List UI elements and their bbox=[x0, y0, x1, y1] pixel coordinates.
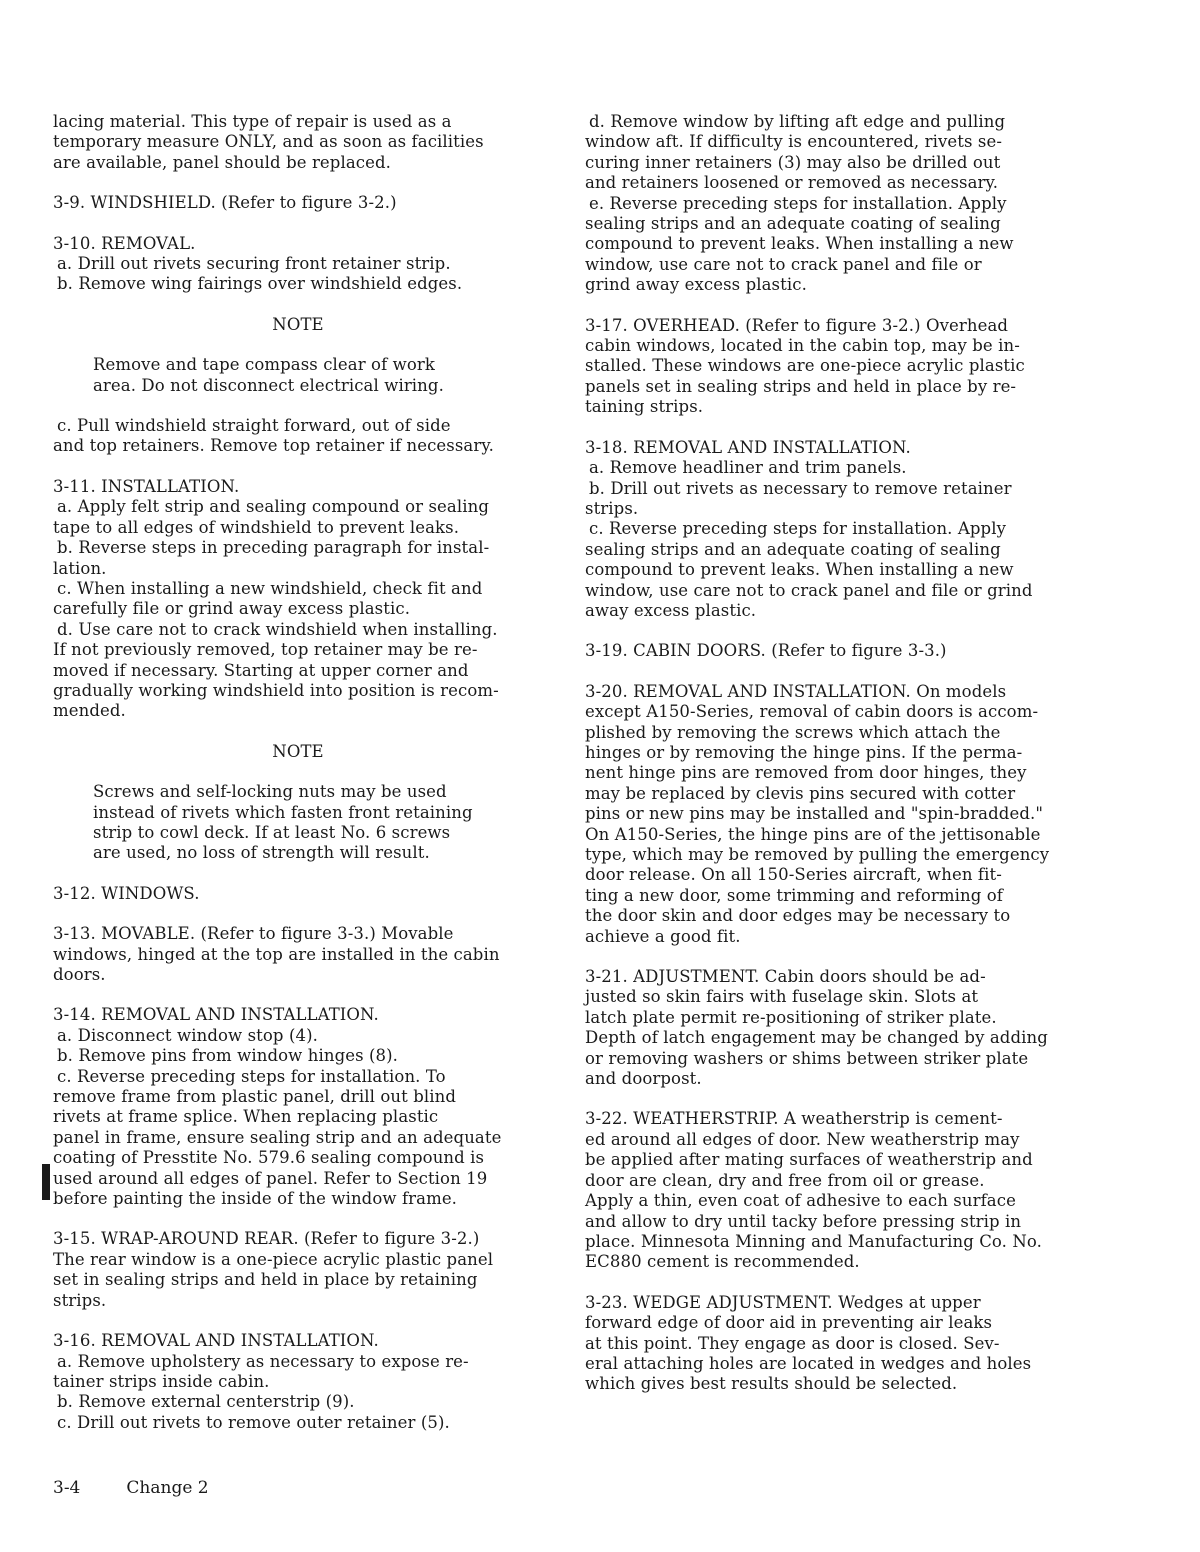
text-line: lation. bbox=[53, 558, 107, 578]
paragraph-gap bbox=[53, 904, 543, 924]
text-line: a. Remove headliner and trim panels. bbox=[589, 458, 907, 478]
text-line: moved if necessary. Starting at upper corner and bbox=[53, 660, 469, 680]
text-line: sealing strips and an adequate coating of sealing bbox=[585, 214, 1001, 234]
text-line: cabin windows, located in the cabin top, may be in- bbox=[585, 336, 1020, 356]
text-line: 3-13. MOVABLE. (Refer to figure 3-3.) Movable bbox=[53, 924, 454, 944]
text-line: compound to prevent leaks. When installing a new bbox=[585, 234, 1014, 254]
paragraph-gap bbox=[53, 335, 543, 355]
text-line: e. Reverse preceding steps for installation. Apply bbox=[589, 193, 1007, 213]
text-line: stalled. These windows are one-piece acrylic plastic bbox=[585, 356, 1025, 376]
text-line: sealing strips and an adequate coating of sealing bbox=[585, 539, 1001, 559]
note-text-line: Remove and tape compass clear of work bbox=[93, 355, 435, 375]
text-line: or removing washers or shims between striker plate bbox=[585, 1048, 1029, 1068]
text-line: 3-15. WRAP-AROUND REAR. (Refer to figure 3-2.) bbox=[53, 1229, 480, 1249]
text-line: latch plate permit re-positioning of striker plate. bbox=[585, 1007, 997, 1027]
paragraph-gap bbox=[585, 947, 1080, 967]
text-line: window, use care not to crack panel and file or grind bbox=[585, 580, 1033, 600]
text-line: rivets at frame splice. When replacing plastic bbox=[53, 1107, 439, 1127]
text-line: b. Drill out rivets as necessary to remove retainer bbox=[589, 478, 1012, 498]
text-line: type, which may be removed by pulling the emergency bbox=[585, 845, 1050, 864]
text-line: 3-18. REMOVAL AND INSTALLATION. bbox=[585, 437, 911, 457]
text-line: strips. bbox=[585, 498, 639, 518]
text-line: b. Remove wing fairings over windshield edges. bbox=[57, 274, 463, 294]
revision-change-bar bbox=[42, 1164, 50, 1200]
paragraph-gap bbox=[53, 173, 543, 193]
paragraph-gap bbox=[585, 662, 1080, 682]
text-line: nent hinge pins are removed from door hinges, they bbox=[585, 763, 1027, 783]
text-line: EC880 cement is recommended. bbox=[585, 1252, 860, 1272]
text-line: strips. bbox=[53, 1290, 107, 1310]
text-line: windows, hinged at the top are installed in the cabin bbox=[53, 944, 500, 964]
text-line: panels set in sealing strips and held in place by re- bbox=[585, 376, 1017, 396]
text-line: a. Remove upholstery as necessary to expose re- bbox=[57, 1351, 469, 1371]
text-line: 3-16. REMOVAL AND INSTALLATION. bbox=[53, 1331, 379, 1351]
text-line: grind away excess plastic. bbox=[585, 275, 807, 295]
paragraph-gap bbox=[585, 621, 1080, 641]
note-text-line: instead of rivets which fasten front retaining bbox=[93, 802, 473, 822]
text-line: Apply a thin, even coat of adhesive to each surface bbox=[585, 1191, 1016, 1211]
text-line: gradually working windshield into position is recom- bbox=[53, 680, 499, 700]
text-line: the door skin and door edges may be necessary to bbox=[585, 906, 1011, 926]
text-line: d. Use care not to crack windshield when installing. bbox=[57, 619, 498, 639]
text-line: justed so skin fairs with fuselage skin. Slots at bbox=[585, 987, 979, 1007]
text-line: mended. bbox=[53, 701, 126, 721]
text-line: The rear window is a one-piece acrylic plastic panel bbox=[53, 1249, 494, 1269]
text-line: 3-21. ADJUSTMENT. Cabin doors should be ad- bbox=[585, 967, 986, 987]
paragraph-gap bbox=[585, 418, 1080, 438]
paragraph-gap bbox=[53, 722, 543, 742]
text-line: ed around all edges of door. New weatherstrip may bbox=[585, 1129, 1020, 1149]
paragraph-gap bbox=[53, 1311, 543, 1331]
text-line: 3-9. WINDSHIELD. (Refer to figure 3-2.) bbox=[53, 193, 397, 213]
text-line: coating of Presstite No. 579.6 sealing compound is bbox=[53, 1148, 485, 1168]
text-line: tainer strips inside cabin. bbox=[53, 1371, 270, 1391]
text-line: and allow to dry until tacky before pressing strip in bbox=[585, 1211, 1022, 1231]
text-line: may be replaced by clevis pins secured with cotter bbox=[585, 783, 1016, 803]
text-line: If not previously removed, top retainer may be re- bbox=[53, 640, 478, 660]
text-line: plished by removing the screws which attach the bbox=[585, 722, 1001, 742]
text-line: taining strips. bbox=[585, 397, 704, 417]
text-line: place. Minnesota Minning and Manufacturing Co. No. bbox=[585, 1231, 1042, 1251]
text-line: b. Remove external centerstrip (9). bbox=[57, 1392, 355, 1412]
text-line: curing inner retainers (3) may also be drilled out bbox=[585, 152, 1001, 172]
change-label: Change 2 bbox=[126, 1478, 209, 1498]
text-line: tape to all edges of windshield to prevent leaks. bbox=[53, 517, 460, 537]
text-line: at this point. They engage as door is closed. Sev- bbox=[585, 1333, 1000, 1353]
text-line: panel in frame, ensure sealing strip and an adequate bbox=[53, 1127, 502, 1147]
paragraph-gap bbox=[53, 762, 543, 782]
text-line: which gives best results should be selected. bbox=[585, 1374, 958, 1394]
text-line: carefully file or grind away excess plastic. bbox=[53, 599, 411, 619]
text-line: b. Remove pins from window hinges (8). bbox=[57, 1046, 399, 1066]
text-line: achieve a good fit. bbox=[585, 926, 741, 946]
text-line: a. Disconnect window stop (4). bbox=[57, 1025, 318, 1045]
text-line: hinges or by removing the hinge pins. If the perma- bbox=[585, 742, 1023, 762]
text-line: window, use care not to crack panel and file or bbox=[585, 254, 982, 274]
paragraph-gap bbox=[585, 1089, 1080, 1109]
text-line: doors. bbox=[53, 965, 106, 984]
text-line: 3-11. INSTALLATION. bbox=[53, 476, 240, 496]
text-line: be applied after mating surfaces of weatherstrip and bbox=[585, 1150, 1033, 1170]
text-line: c. Reverse preceding steps for installation. Apply bbox=[589, 519, 1007, 539]
text-line: eral attaching holes are located in wedges and holes bbox=[585, 1353, 1032, 1373]
note-heading: NOTE bbox=[272, 314, 324, 334]
note-text-line: are used, no loss of strength will result. bbox=[93, 843, 430, 863]
paragraph-gap bbox=[53, 1209, 543, 1229]
text-line: remove frame from plastic panel, drill out blind bbox=[53, 1087, 457, 1107]
text-line: and retainers loosened or removed as necessary. bbox=[585, 173, 999, 193]
text-line: compound to prevent leaks. When installing a new bbox=[585, 560, 1014, 580]
text-line: temporary measure ONLY, and as soon as facilities bbox=[53, 132, 484, 152]
note-heading: NOTE bbox=[272, 741, 324, 761]
text-line: a. Drill out rivets securing front retainer strip. bbox=[57, 254, 451, 274]
text-line: 3-12. WINDOWS. bbox=[53, 883, 200, 903]
text-line: 3-10. REMOVAL. bbox=[53, 233, 196, 253]
text-line: 3-20. REMOVAL AND INSTALLATION. On models bbox=[585, 681, 1007, 701]
text-line: lacing material. This type of repair is used as a bbox=[53, 112, 452, 131]
paragraph-gap bbox=[585, 296, 1080, 316]
text-line: Depth of latch engagement may be changed by adding bbox=[585, 1028, 1048, 1048]
paragraph-gap bbox=[585, 1273, 1080, 1293]
page-footer bbox=[53, 1477, 209, 1499]
paragraph-gap bbox=[53, 457, 543, 477]
left-text-column bbox=[53, 112, 543, 1433]
text-line: c. Pull windshield straight forward, out of side bbox=[57, 416, 451, 436]
right-text-column bbox=[585, 112, 1080, 1395]
text-line: 3-14. REMOVAL AND INSTALLATION. bbox=[53, 1005, 379, 1025]
text-line: set in sealing strips and held in place by retaining bbox=[53, 1270, 478, 1290]
text-line: pins or new pins may be installed and "spin-bradded." bbox=[585, 804, 1044, 824]
text-line: c. Reverse preceding steps for installation. To bbox=[57, 1066, 446, 1086]
note-text-line: area. Do not disconnect electrical wiring. bbox=[93, 375, 444, 395]
text-line: and doorpost. bbox=[585, 1069, 702, 1089]
text-line: ting a new door, some trimming and reforming of bbox=[585, 885, 1003, 905]
text-line: a. Apply felt strip and sealing compound or sealing bbox=[57, 497, 489, 517]
text-line: are available, panel should be replaced. bbox=[53, 152, 391, 172]
text-line: b. Reverse steps in preceding paragraph for instal- bbox=[57, 538, 490, 558]
text-line: c. When installing a new windshield, check fit and bbox=[57, 578, 483, 598]
page-number: 3-4 bbox=[53, 1478, 81, 1498]
text-line: before painting the inside of the window frame. bbox=[53, 1189, 458, 1209]
text-line: door release. On all 150-Series aircraft, when fit- bbox=[585, 865, 1002, 885]
text-line: except A150-Series, removal of cabin doors is accom- bbox=[585, 702, 1039, 722]
text-line: 3-17. OVERHEAD. (Refer to figure 3-2.) Overhead bbox=[585, 315, 1009, 335]
paragraph-gap bbox=[53, 214, 543, 234]
note-text-line: strip to cowl deck. If at least No. 6 screws bbox=[93, 822, 451, 842]
text-line: and top retainers. Remove top retainer if necessary. bbox=[53, 436, 494, 456]
text-line: On A150-Series, the hinge pins are of the jettisonable bbox=[585, 824, 1041, 844]
paragraph-gap bbox=[53, 864, 543, 884]
text-line: window aft. If difficulty is encountered, rivets se- bbox=[585, 132, 1003, 152]
text-line: forward edge of door aid in preventing air leaks bbox=[585, 1313, 993, 1333]
text-line: c. Drill out rivets to remove outer retainer (5). bbox=[57, 1412, 450, 1432]
paragraph-gap bbox=[53, 295, 543, 315]
text-line: door are clean, dry and free from oil or grease. bbox=[585, 1170, 985, 1190]
text-line: 3-22. WEATHERSTRIP. A weatherstrip is cement- bbox=[585, 1109, 1003, 1129]
text-line: used around all edges of panel. Refer to Section 19 bbox=[53, 1168, 488, 1188]
text-line: away excess plastic. bbox=[585, 600, 757, 620]
text-line: 3-19. CABIN DOORS. (Refer to figure 3-3.) bbox=[585, 641, 947, 661]
text-line: d. Remove window by lifting aft edge and pulling bbox=[589, 112, 1006, 131]
paragraph-gap bbox=[53, 985, 543, 1005]
paragraph-gap bbox=[53, 396, 543, 416]
text-line: 3-23. WEDGE ADJUSTMENT. Wedges at upper bbox=[585, 1292, 981, 1312]
note-text-line: Screws and self-locking nuts may be used bbox=[93, 782, 447, 802]
